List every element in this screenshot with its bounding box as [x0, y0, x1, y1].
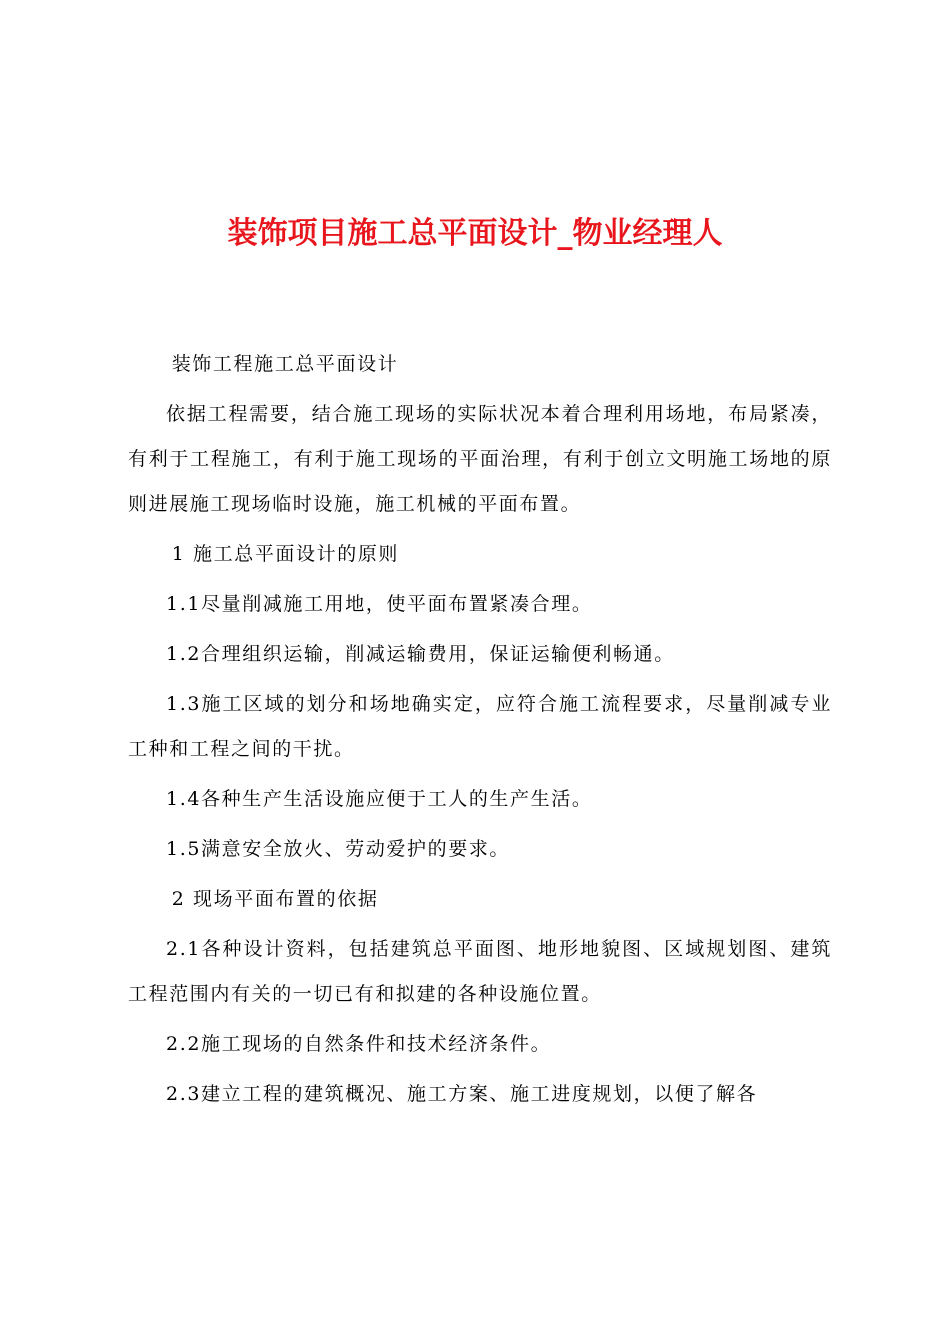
section-heading: 装饰工程施工总平面设计 — [171, 353, 399, 375]
list-item: 2.1各种设计资料，包括建筑总平面图、地形地貌图、区域规划图、建筑工程范围内有关的一切已有和拟建的各种设施位置。 — [128, 938, 832, 1005]
list-item: 1.1尽量削减施工用地，使平面布置紧凑合理。 — [166, 593, 593, 615]
document-title: 装饰项目施工总平面设计_物业经理人 — [227, 216, 723, 251]
section-heading: 1 施工总平面设计的原则 — [171, 543, 400, 565]
list-item: 1.3施工区域的划分和场地确实定，应符合施工流程要求，尽量削减专业工种和工程之间的干扰。 — [128, 693, 832, 760]
section-heading: 2 现场平面布置的依据 — [171, 888, 379, 910]
list-item: 2.2施工现场的自然条件和技术经济条件。 — [166, 1033, 552, 1055]
list-item: 1.4各种生产生活设施应便于工人的生产生活。 — [166, 788, 593, 810]
paragraph: 依据工程需要，结合施工现场的实际状况本着合理利用场地，布局紧凑，有利于工程施工，有利于施工现场的平面治理，有利于创立文明施工场地的原则进展施工现场临时设施，施工机械的平面布置。 — [128, 403, 832, 515]
list-item: 1.2合理组织运输，削减运输费用，保证运输便利畅通。 — [166, 643, 675, 665]
document-body — [128, 342, 832, 1122]
list-item: 1.5满意安全放火、劳动爱护的要求。 — [166, 838, 511, 860]
list-item: 2.3建立工程的建筑概况、施工方案、施工进度规划，以便了解各 — [166, 1083, 758, 1105]
